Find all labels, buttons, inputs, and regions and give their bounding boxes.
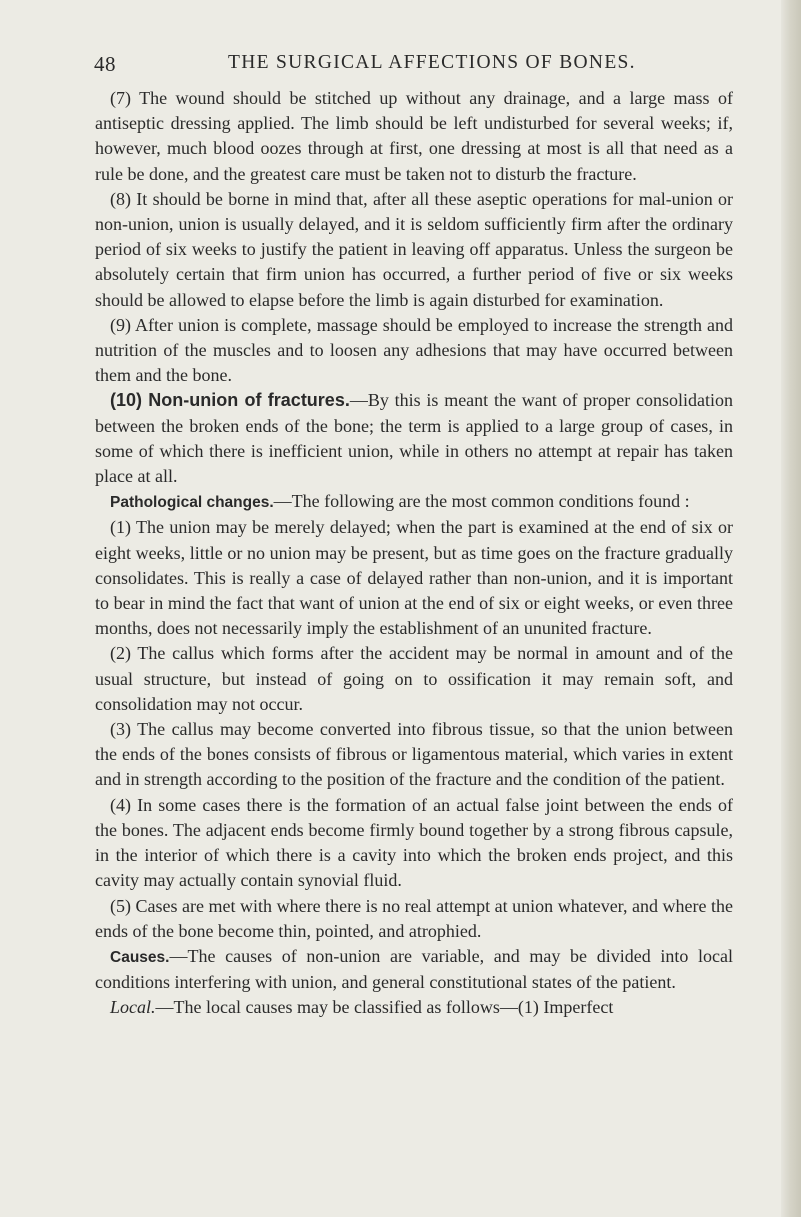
paragraph-causes: [95, 944, 733, 995]
list-item-4: (4) In some cases there is the formation of an actual false joint between the ends of the bones. The adjacent ends become firmly bound together by a strong fibrous capsule, in the interior of which there is a cavity into which the broken ends project, and this cavity may actually contain synovial fluid.: [95, 794, 733, 891]
subheading-local: Local.: [110, 997, 156, 1018]
paragraph-7: (7) The wound should be stitched up without any drainage, and a large mass of antiseptic dressing applied. The limb should be left undisturbed for several weeks; if, however, much blood oozes through at first, one dressing at most is all that need as a rule be done, and the greatest care must be taken not to disturb the fracture.: [95, 88, 733, 184]
body-text: [95, 86, 733, 1021]
subheading-pathological-changes: Pathological changes.: [110, 494, 274, 512]
page-number: 48: [94, 52, 116, 76]
page-edge-shadow: [781, 0, 801, 1217]
section-heading-non-union: (10) Non-union of fractures.: [110, 390, 350, 411]
paragraph-local: [95, 995, 733, 1020]
list-item-2: (2) The callus which forms after the accident may be normal in amount and of the usual structure, but instead of going on to ossification it may remain soft, and consolidation may not occur.: [95, 643, 733, 714]
list-item-3: (3) The callus may become converted into fibrous tissue, so that the union between the ends of the bones consists of fibrous or ligamentous material, which varies in extent and in strength according to the position of the fracture and the condition of the patient.: [95, 719, 733, 790]
list-item-1: (1) The union may be merely delayed; when the part is examined at the end of six or eight weeks, little or no union may be present, but as time goes on the fracture gradually consolidates. This is really a case of delayed rather than non-union, and it is important to bear in mind the fact that want of union at the end of six or eight weeks, or even three months, does not necessarily imply the establishment of an ununited fracture.: [95, 517, 733, 639]
paragraph-pathological-changes: [95, 489, 733, 515]
paragraph-non-union: [95, 388, 733, 489]
paragraph-9: (9) After union is complete, massage should be employed to increase the strength and nutrition of the muscles and to loosen any adhesions that may have occurred between them and the bone.: [95, 314, 733, 386]
paragraph-text: —By this is meant the want of proper consolidation between the broken ends of the bone; the term is applied to a large group of cases, in some of which there is inefficient union, while in others no attempt at repair has taken place at all.: [95, 390, 733, 487]
paragraph-text: —The causes of non-union are variable, and may be divided into local conditions interfering with union, and general constitutional states of the patient.: [95, 945, 733, 993]
page-header: [94, 52, 734, 80]
paragraph-text: —The following are the most common conditions found :: [273, 491, 690, 512]
subheading-causes: Causes.: [110, 948, 170, 966]
list-item-5: (5) Cases are met with where there is no real attempt at union whatever, and where the ends of the bone become thin, pointed, and atrophied.: [95, 895, 733, 941]
paragraph-text: —The local causes may be classified as follows—(1) Imperfect: [155, 997, 614, 1018]
paragraph-8: (8) It should be borne in mind that, after all these aseptic operations for mal-union or non-union, union is usually delayed, and it is seldom sufficiently firm after the ordinary period of six weeks to justify the patient in leaving off apparatus. Unless the surgeon be absolutely certain that firm union has occurred, a further period of five or six weeks should be allowed to elapse before the limb is again disturbed for examination.: [95, 188, 733, 310]
running-head: THE SURGICAL AFFECTIONS OF BONES.: [228, 52, 636, 73]
